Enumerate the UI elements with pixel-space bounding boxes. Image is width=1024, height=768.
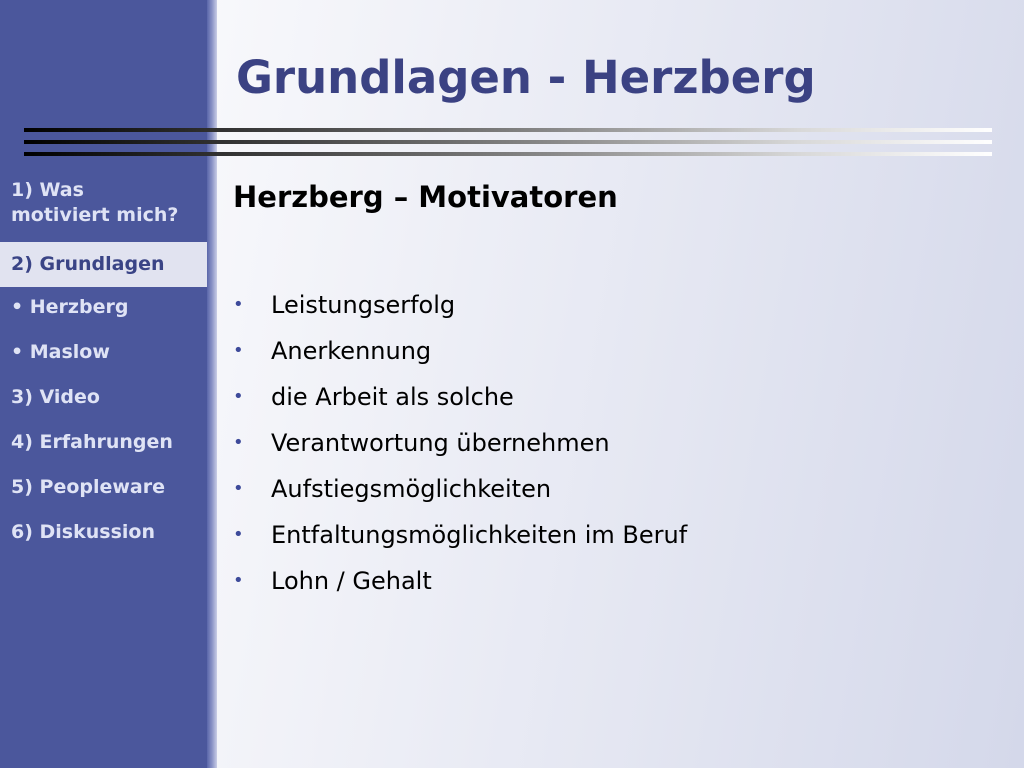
sidebar-item-label: • Herzberg: [11, 296, 129, 318]
bullet-item: [233, 424, 687, 470]
bullet-icon: •: [233, 294, 244, 315]
sidebar-item-peopleware[interactable]: [0, 475, 207, 500]
sidebar-item-label: 2) Grundlagen: [11, 253, 165, 275]
sidebar-item-video[interactable]: [0, 385, 207, 410]
bullet-icon: •: [233, 340, 244, 361]
slide-subtitle: Herzberg – Motivatoren: [233, 180, 618, 214]
bullet-text: Verantwortung übernehmen: [271, 429, 610, 457]
bullet-text: Anerkennung: [271, 337, 432, 365]
sidebar-item-label: 3) Video: [11, 386, 100, 408]
divider-line: [24, 152, 992, 156]
bullet-icon: •: [233, 432, 244, 453]
bullet-text: Leistungserfolg: [271, 291, 456, 319]
bullet-text: Entfaltungsmöglichkeiten im Beruf: [271, 521, 688, 549]
bullet-item: [233, 516, 687, 562]
bullet-text: Lohn / Gehalt: [271, 567, 432, 595]
sidebar-item-was-motiviert-mich[interactable]: [0, 178, 207, 228]
sidebar-item-maslow[interactable]: [0, 340, 207, 365]
bullet-list: [233, 286, 687, 608]
bullet-item: [233, 470, 687, 516]
sidebar-item-erfahrungen[interactable]: [0, 430, 207, 455]
bullet-icon: •: [233, 524, 244, 545]
sidebar-item-label: 6) Diskussion: [11, 521, 155, 543]
bullet-icon: •: [233, 386, 244, 407]
sidebar-item-grundlagen[interactable]: [0, 242, 207, 287]
slide-title: Grundlagen - Herzberg: [236, 51, 816, 104]
sidebar-item-diskussion[interactable]: [0, 520, 207, 545]
bullet-icon: •: [233, 478, 244, 499]
divider-line: [24, 140, 992, 144]
sidebar-edge: [207, 0, 217, 768]
sidebar-item-label: 5) Peopleware: [11, 476, 166, 498]
bullet-icon: •: [233, 570, 244, 591]
divider-line: [24, 128, 992, 132]
sidebar-item-herzberg[interactable]: [0, 295, 207, 320]
bullet-item: [233, 562, 687, 608]
sidebar-item-label: • Maslow: [11, 341, 110, 363]
bullet-item: [233, 286, 687, 332]
bullet-item: [233, 332, 687, 378]
bullet-text: Aufstiegsmöglichkeiten: [271, 475, 552, 503]
bullet-text: die Arbeit als solche: [271, 383, 514, 411]
bullet-item: [233, 378, 687, 424]
sidebar-item-label-line2: motiviert mich?: [11, 204, 179, 226]
sidebar: [0, 0, 207, 768]
sidebar-item-label-line1: 1) Was: [11, 179, 84, 201]
sidebar-item-label: 4) Erfahrungen: [11, 431, 173, 453]
